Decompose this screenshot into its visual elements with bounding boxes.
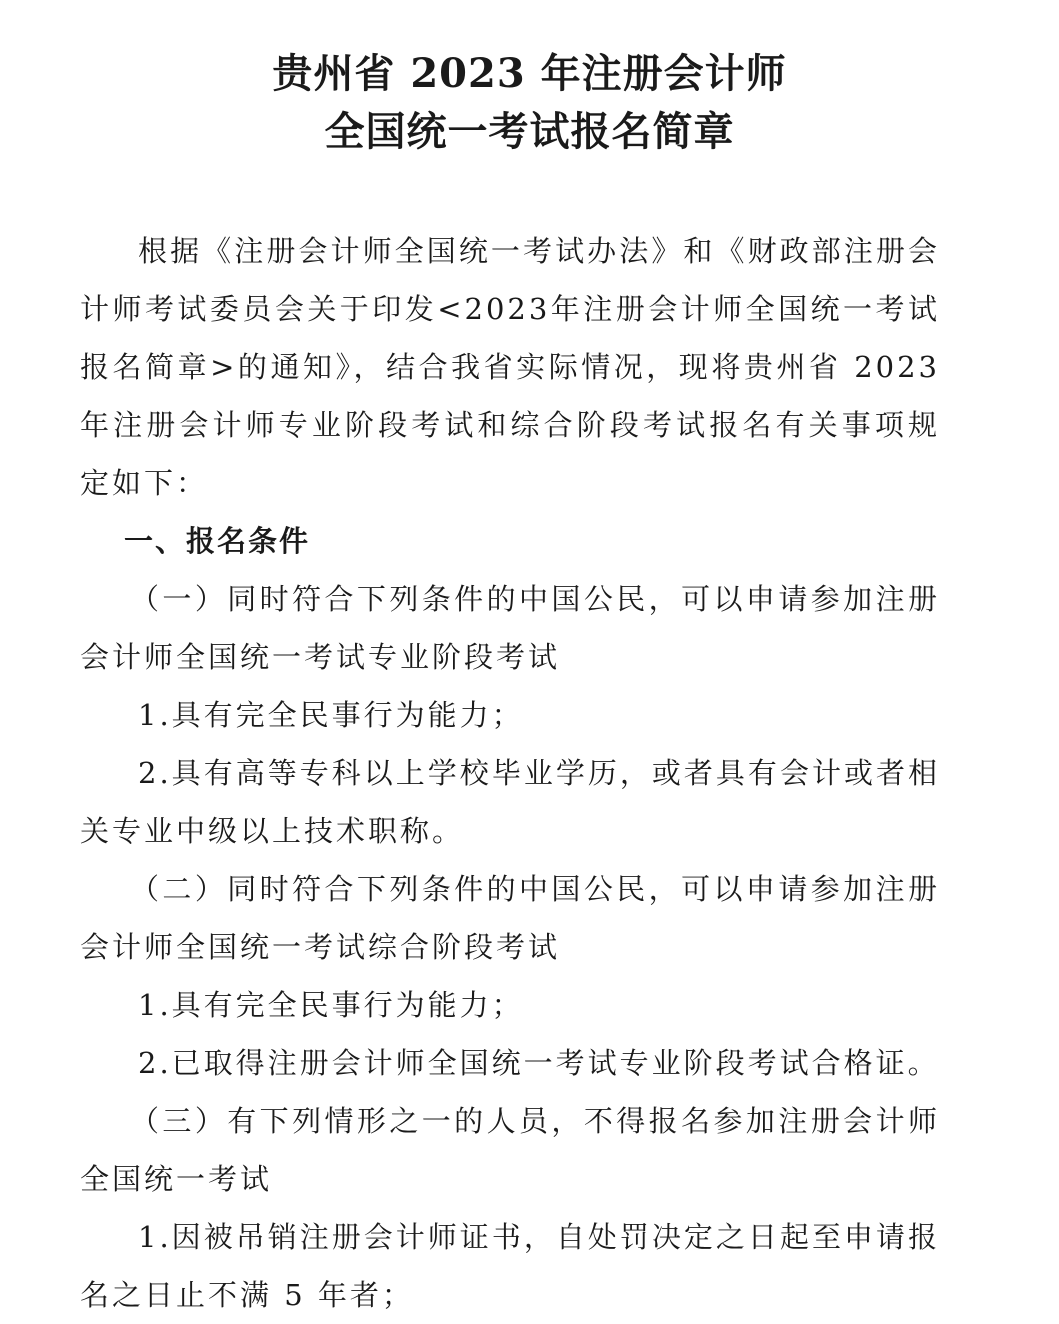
list-item: 2.已取得注册会计师全国统一考试专业阶段考试合格证。 bbox=[138, 1046, 940, 1080]
subsection-heading-disqualifications: （三）有下列情形之一的人员，不得报名参加注册会计师全国统一考试 bbox=[80, 1104, 940, 1196]
intro-paragraph: 根据《注册会计师全国统一考试办法》和《财政部注册会计师考试委员会关于印发<2023年注册会计师全国统一考试报名简章>的通知》，结合我省实际情况，现将贵州省 2023 年注册会计师专业阶段考试和综合阶段考试报名有关事项规定如下： bbox=[80, 234, 940, 500]
subsection-heading-professional-stage: （一）同时符合下列条件的中国公民，可以申请参加注册会计师全国统一考试专业阶段考试 bbox=[80, 582, 940, 674]
document-body bbox=[80, 222, 940, 1324]
section-heading-registration-conditions: 一、报名条件 bbox=[124, 524, 311, 558]
subsection-heading-comprehensive-stage: （二）同时符合下列条件的中国公民，可以申请参加注册会计师全国统一考试综合阶段考试 bbox=[80, 872, 940, 964]
list-item: 2.具有高等专科以上学校毕业学历，或者具有会计或者相关专业中级以上技术职称。 bbox=[80, 756, 940, 848]
document-title-line2: 全国统一考试报名简章 bbox=[324, 108, 735, 155]
document-title-line1: 贵州省 2023 年注册会计师 bbox=[272, 50, 787, 97]
list-item: 1.具有完全民事行为能力； bbox=[138, 988, 524, 1022]
list-item: 1.具有完全民事行为能力； bbox=[138, 698, 524, 732]
list-item: 1.因被吊销注册会计师证书，自处罚决定之日起至申请报名之日止不满 5 年者； bbox=[80, 1220, 940, 1312]
